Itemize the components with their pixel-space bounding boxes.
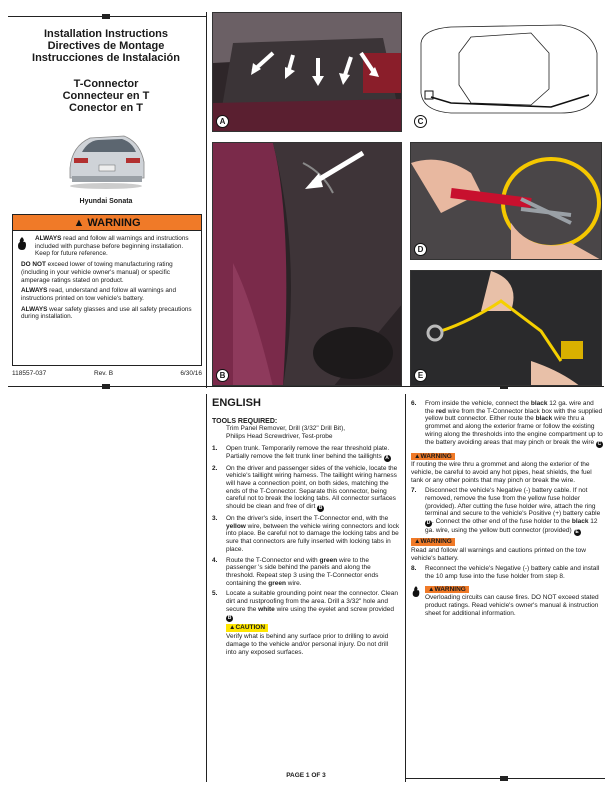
step-number: 2. — [212, 464, 218, 472]
warning-p1-text: read and follow all warnings and instructions included with purchase before beginning installation. Keep for future reference. — [35, 235, 189, 258]
warning-label-text: WARNING — [434, 585, 466, 593]
step-6-text-c: 12 ga. wire and the — [425, 400, 594, 415]
step-number: 8. — [411, 565, 417, 573]
warning-p2-lead: DO NOT — [21, 261, 46, 269]
rule-tick — [102, 14, 110, 19]
step-6 — [411, 400, 603, 448]
step-2-text: On the driver and passenger sides of the vehicle, locate the vehicle's taillight wiring harness. The taillight wiring harness will have a connection point, on both sides, matching the ends of the T-Connector. Separate this connector, being careful not to break the locking tabs. All connector surfaces should be clean and free of dirt — [226, 464, 398, 511]
figure-b-label: B — [216, 369, 229, 382]
yellow-wire-label: yellow — [226, 522, 246, 530]
warning-label: ▲WARNING — [411, 538, 455, 546]
caution-label: ▲CAUTION — [226, 624, 268, 632]
tools-line-1: Trim Panel Remover, Drill (3/32" Drill Bit), — [226, 425, 346, 433]
figure-a-label: A — [216, 115, 229, 128]
rule-tick — [102, 384, 110, 389]
caution-label-text: CAUTION — [235, 624, 266, 632]
red-wire-label: red — [435, 407, 446, 415]
warning-p4-lead: ALWAYS — [21, 305, 48, 313]
fire-hand-icon — [411, 586, 421, 598]
wire-cutting-illustration — [411, 143, 602, 260]
title-block — [8, 28, 204, 64]
figure-c-label: C — [414, 115, 427, 128]
figure-d-label: D — [414, 243, 427, 256]
figure-ref-b: B — [318, 505, 323, 512]
warning-label: ▲WARNING — [425, 586, 469, 594]
step-3-text-a: On the driver's side, insert the T-Connector end, with the — [226, 515, 389, 523]
warning-p3-text: read, understand and follow all warnings and instructions printed on tow vehicle's battery. — [21, 287, 177, 302]
step-3 — [212, 515, 400, 554]
rule-tick — [500, 776, 508, 781]
steps-list-3 — [411, 487, 603, 580]
column-divider — [206, 394, 207, 782]
step-8 — [411, 565, 603, 580]
green-wire-label: green — [319, 556, 338, 564]
warning-label: ▲WARNING — [411, 453, 455, 461]
figure-e-label: E — [414, 369, 427, 382]
figure-ref-d: D — [426, 520, 431, 527]
step-2 — [212, 465, 400, 513]
tools-heading: TOOLS REQUIRED: — [212, 417, 278, 425]
step-3-text-c: wire, between the vehicle wiring connectors and lock into place. Be careful not to damage the locking tabs and be sure that connectors are fully inserted with locking tabs in place. — [226, 522, 400, 553]
figure-a-trunk-photo — [212, 12, 402, 132]
step-number: 4. — [212, 556, 218, 564]
column-divider — [405, 394, 406, 782]
english-heading: ENGLISH — [212, 397, 261, 409]
product-spanish: Conector en T — [69, 102, 143, 114]
warning-p1 — [35, 235, 196, 258]
black-wire-label: black — [535, 415, 553, 423]
step-4-text-c: wire to the passenger 's side behind the panels and along the threshold. Repeat step 3 using the T-Connector ends containing the — [226, 556, 379, 587]
warning-p3 — [21, 287, 196, 302]
part-number: 118557-037 — [12, 370, 47, 377]
warning-8-text: Overloading circuits can cause fires. DO NOT exceed stated product ratings. Read vehicle's owner's manual & instruction sheet for additional information. — [425, 594, 599, 617]
warning-p3-lead: ALWAYS — [21, 287, 48, 295]
warning-label-text: WARNING — [420, 538, 452, 546]
warning-p2-text: exceed lower of towing manufacturing rating (including in your vehicle owner's manual) or specific amperage ratings stated on product. — [21, 261, 173, 284]
figure-ref-a: A — [385, 454, 389, 461]
fire-hand-icon — [16, 237, 28, 251]
figure-ref-e: E — [575, 529, 579, 536]
warning-p1-lead: ALWAYS — [35, 235, 62, 242]
english-column-1 — [212, 397, 400, 659]
green-wire-label: green — [268, 579, 286, 587]
english-column-2 — [411, 400, 603, 617]
step-number: 6. — [411, 400, 417, 407]
step-number: 3. — [212, 515, 218, 523]
figure-c-wiring-diagram — [410, 12, 602, 132]
warning-triangle-icon: ▲ — [73, 217, 85, 229]
warning-body — [13, 231, 201, 321]
product-french: Connecteur en T — [62, 90, 150, 102]
figure-ref-b: B — [227, 615, 232, 622]
vehicle-photo — [64, 128, 148, 192]
step-6-text-e: wire from the T-Connector black box with the supplied yellow butt connector. Either route the — [425, 407, 603, 423]
step-number: 5. — [212, 590, 218, 598]
warning-8-block — [411, 584, 603, 618]
page-number: PAGE 1 OF 3 — [286, 772, 326, 779]
white-wire-label: white — [258, 605, 275, 613]
doc-date: 6/30/16 — [180, 370, 202, 377]
warning-p2 — [21, 261, 196, 284]
warning-header — [13, 215, 201, 231]
step-6-text-a: From inside the vehicle, connect the — [425, 400, 531, 407]
vehicle-name: Hyundai Sonata — [79, 198, 133, 205]
step-5-text-c: wire using the eyelet and screw provided — [274, 605, 395, 613]
black-wire-label: black — [530, 400, 548, 407]
fuse-holder-illustration — [411, 271, 602, 386]
tools-line-2: Philips Head Screwdriver, Test-probe — [226, 433, 333, 441]
caution-text: Verify what is behind any surface prior to drilling to avoid damage to the vehicle and/or personal injury. Do not drill into any exposed surfaces. — [226, 633, 389, 656]
wiring-route-diagram — [411, 13, 602, 132]
step-4-text-a: Route the T-Connector end with — [226, 556, 320, 564]
warning-7-text: Read and follow all warnings and cautions printed on the tow vehicle's battery. — [411, 546, 586, 562]
product-english: T-Connector — [73, 78, 139, 90]
title-english: Installation Instructions — [43, 28, 169, 40]
warning-p4-text: wear safety glasses and use all safety precautions during installation. — [21, 305, 192, 321]
step-5-text-a: Locate a suitable grounding point near the connector. Clean dirt and rustproofing from the area. Drill a 3/32" hole and secure the — [226, 590, 399, 613]
black-wire-label: black — [571, 518, 589, 526]
step-4-text-e: wire. — [286, 579, 302, 587]
warning-label-text: WARNING — [420, 452, 452, 460]
figure-ref-c: C — [597, 440, 602, 447]
step-7-text-a: Disconnect the vehicle's Negative (-) battery cable. If not removed, remove the fuse from the yellow fuse holder (provided). After cutting the fuse holder wire, attach the ring terminal and secure to the vehicle's Positive (+) battery cable — [425, 487, 601, 518]
title-french: Directives de Montage — [47, 40, 165, 52]
warning-6-text: If routing the wire thru a grommet and along the exterior of the vehicle, be careful to avoid any hot pipes, heat shields, the fuel tank or any other points that may pinch or break the wire. — [411, 461, 592, 484]
trunk-illustration — [213, 13, 402, 132]
warning-box — [12, 214, 202, 366]
column-divider — [206, 12, 207, 388]
warning-heading: WARNING — [87, 217, 141, 229]
step-7-text-b: . Connect the other end of the fuse holder to the — [432, 518, 572, 526]
step-8-text: Reconnect the vehicle's Negative (-) battery cable and install the 10 amp fuse into the fuse holder from step 8. — [425, 565, 600, 580]
figure-b-side-panel-photo — [212, 142, 402, 386]
figure-d-wire-cutting-photo — [410, 142, 602, 260]
revision: Rev. B — [94, 370, 114, 377]
title-spanish: Instrucciones de Instalación — [32, 52, 180, 64]
step-7-text-d: 12 ga. wire, using the yellow butt connector (provided) — [425, 518, 598, 535]
product-name-block — [8, 78, 204, 114]
steps-list-2 — [411, 400, 603, 448]
step-1-text: Open trunk. Temporarily remove the rear threshold plate. Partially remove the felt trunk liner behind the taillights — [226, 444, 390, 460]
middle-rule — [8, 386, 604, 387]
step-6-text-g: wire thru a grommet and along the exterior frame or follow the existing wiring along the thresholds into the engine compartment up to the battery avoiding areas that may pinch or break the wire — [425, 415, 603, 446]
tools-list — [212, 425, 400, 440]
side-panel-illustration — [213, 143, 402, 386]
figure-e-fuse-holder-photo — [410, 270, 602, 386]
step-1 — [212, 445, 400, 462]
step-7 — [411, 487, 603, 562]
step-number: 1. — [212, 444, 218, 452]
warning-p4 — [21, 306, 196, 321]
steps-list-1 — [212, 445, 400, 656]
step-5 — [212, 590, 400, 656]
step-4 — [212, 557, 400, 588]
step-number: 7. — [411, 487, 417, 495]
